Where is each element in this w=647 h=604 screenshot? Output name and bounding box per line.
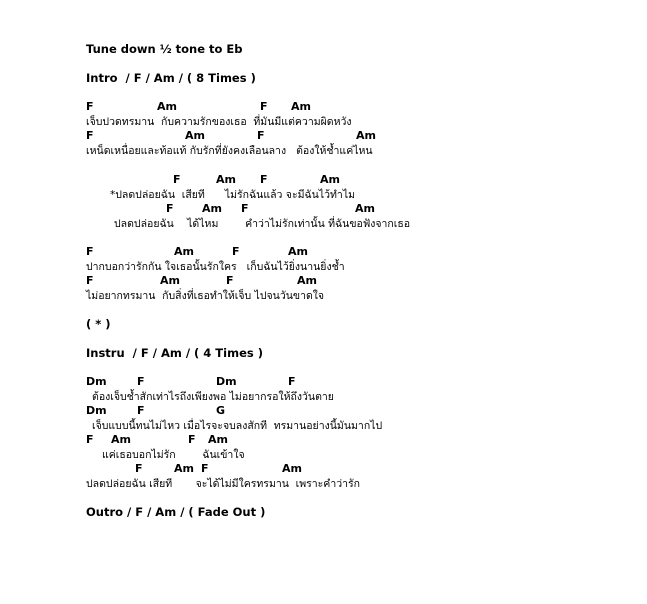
outro-line: Outro / F / Am / ( Fade Out ) [86,505,266,519]
lyric-line: ปลดปล่อยฉัน เสียที จะได้ไม่มีใครทรมาน เพราะคำว่ารัก [86,477,361,490]
lyric-line: เจ็บแบบนี้ทนไม่ไหว เมื่อไรจะจบลงสักที ทรมานอย่างนี้มันมากไป [92,419,383,432]
chord-label: Am [160,274,180,287]
chord-label: Dm [216,375,237,388]
lyric-line: *ปลดปล่อยฉัน เสียที ไม่รักฉันแล้ว จะมีฉันไว้ทำไม [110,188,356,201]
chord-label: F [201,462,209,475]
chord-label: F [135,462,143,475]
tuning-note: Tune down ½ tone to Eb [86,42,243,56]
repeat-chorus-marker: ( * ) [86,317,111,331]
chord-label: F [86,433,94,446]
chord-label: Am [288,245,308,258]
chord-label: F [166,202,174,215]
lyric-line: ปลดปล่อยฉัน ได้ไหม คำว่าไม่รักเท่านั้น ที่ฉันขอฟังจากเธอ [114,217,411,230]
chord-label: F [260,173,268,186]
chord-label: Am [291,100,311,113]
chord-label: Dm [86,375,107,388]
chord-label: Am [320,173,340,186]
chord-label: Am [185,129,205,142]
chord-label: Am [111,433,131,446]
chord-label: F [226,274,234,287]
lyric-line: เหน็ดเหนื่อยและท้อแท้ กับรักที่ยังคงเลือนลาง ต้องให้ช้ำแค่ไหน [86,144,373,157]
chord-label: F [257,129,265,142]
chord-label: F [137,404,145,417]
lyric-line: ต้องเจ็บช้ำสักเท่าไรถึงเพียงพอ ไม่อยากรอให้ถึงวันตาย [92,390,334,403]
chord-label: F [260,100,268,113]
lyric-line: เจ็บปวดทรมาน กับความรักของเธอ ที่มันมีแต่ความผิดหวัง [86,115,352,128]
chord-label: F [232,245,240,258]
chord-label: Am [157,100,177,113]
intro-line: Intro / F / Am / ( 8 Times ) [86,71,256,85]
lyric-line: ไม่อยากทรมาน กับสิ่งที่เธอทำให้เจ็บ ไปจนวันขาดใจ [86,289,325,302]
chord-label: Am [355,202,375,215]
chord-label: Am [356,129,376,142]
chord-label: Am [282,462,302,475]
lyric-line: ปากบอกว่ารักกัน ใจเธอนั้นรักใคร เก็บฉันไว้ยิ่งนานยิ่งช้ำ [86,260,345,273]
chord-label: Am [208,433,228,446]
chord-label: Am [297,274,317,287]
chord-label: G [216,404,226,417]
chord-label: F [86,129,94,142]
chord-label: Am [174,245,194,258]
chord-label: F [137,375,145,388]
chord-label: F [188,433,196,446]
chord-label: F [86,100,94,113]
chord-label: F [288,375,296,388]
instru-line: Instru / F / Am / ( 4 Times ) [86,346,263,360]
lyric-line: แค่เธอบอกไม่รัก ฉันเข้าใจ [102,448,245,461]
chord-label: Am [216,173,236,186]
chord-label: F [173,173,181,186]
chord-label: F [241,202,249,215]
chord-label: F [86,274,94,287]
chord-label: Dm [86,404,107,417]
chord-label: Am [202,202,222,215]
chord-label: F [86,245,94,258]
chord-label: Am [174,462,194,475]
